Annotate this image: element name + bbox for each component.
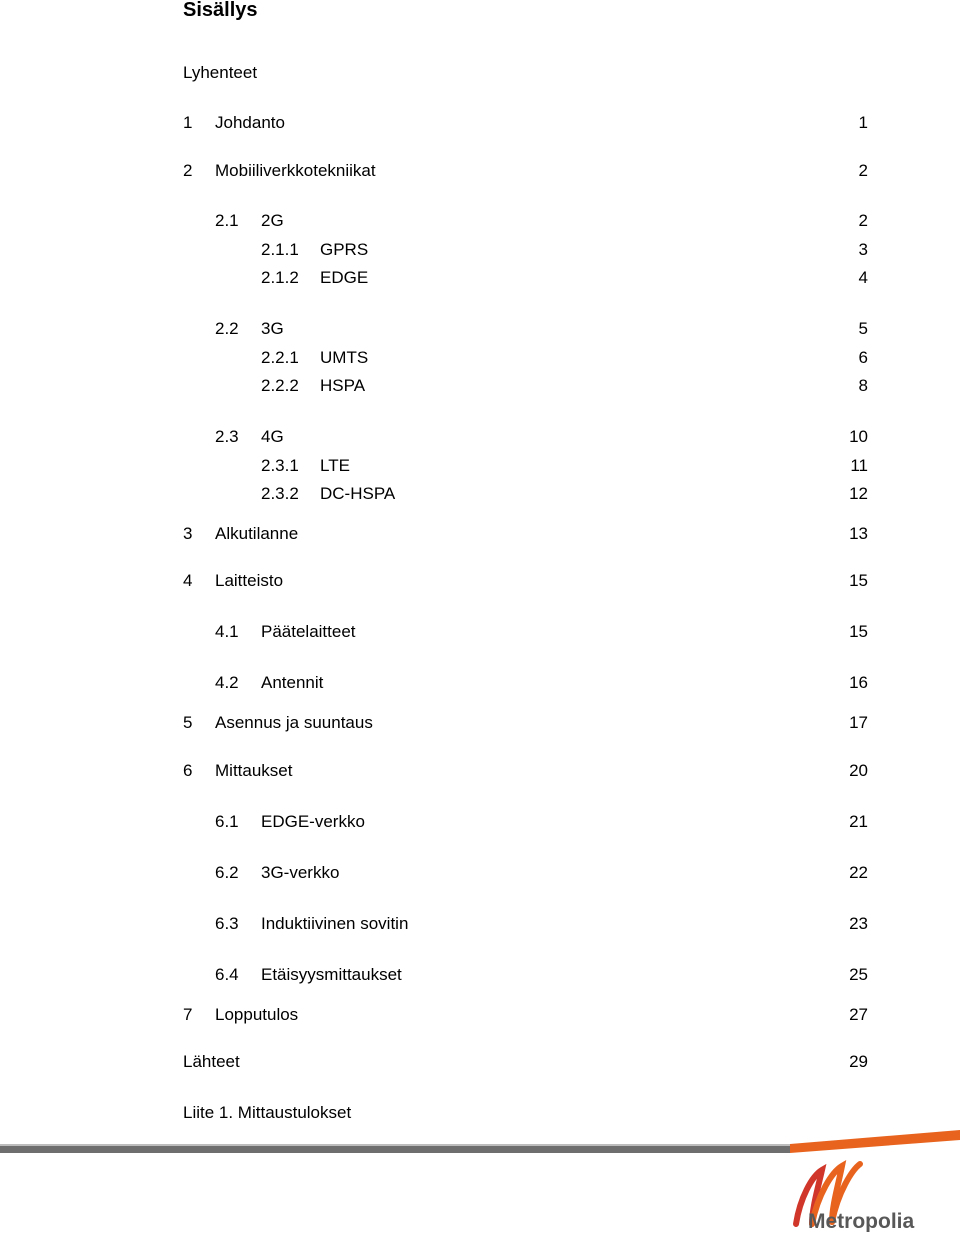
- toc-entry-page: 27: [849, 1005, 868, 1024]
- toc-entry-label: UMTS: [320, 348, 369, 367]
- toc-entry-label: EDGE: [320, 268, 369, 287]
- toc-entry-2-3-2[interactable]: [0, 483, 960, 505]
- toc-entry-label: 2G: [261, 211, 284, 230]
- toc-entry-number: 2.1: [215, 211, 239, 230]
- toc-entry-page: 12: [849, 484, 868, 503]
- toc-entry-6-1[interactable]: [0, 811, 960, 833]
- toc-entry-page: 15: [849, 622, 868, 641]
- toc-entry-number: 4.2: [215, 673, 239, 692]
- footer-band: [0, 1128, 960, 1232]
- toc-entry-page: 1: [858, 113, 868, 132]
- toc-entry-2[interactable]: [0, 160, 960, 182]
- toc-entry-number: 6.3: [215, 914, 239, 933]
- toc-entry-label: 3G: [261, 319, 284, 338]
- toc-entry-5[interactable]: [0, 712, 960, 734]
- toc-entry-page: 29: [849, 1052, 868, 1071]
- page-title: Sisällys: [183, 0, 258, 21]
- toc-entry-3[interactable]: [0, 523, 960, 545]
- toc-entry-page: 10: [849, 427, 868, 446]
- toc-entry-2-2[interactable]: [0, 318, 960, 340]
- toc-entry-page: 17: [849, 713, 868, 732]
- toc-entry-page: 22: [849, 863, 868, 882]
- toc-entry-label: Lähteet: [183, 1052, 240, 1071]
- toc-entry-label: Etäisyysmittaukset: [261, 965, 402, 984]
- toc-entry-number: 2.3.1: [261, 456, 299, 475]
- toc-entry-number: 4: [183, 571, 193, 590]
- toc-entry-page: 2: [858, 161, 868, 180]
- toc-entry-label: Induktiivinen sovitin: [261, 914, 409, 933]
- toc-entry-lyhenteet[interactable]: [0, 62, 960, 84]
- toc-entry-page: 2: [858, 211, 868, 230]
- toc-entry-1[interactable]: [0, 112, 960, 134]
- toc-entry-2-2-2[interactable]: [0, 375, 960, 397]
- footer-stripe-dark: [0, 1146, 790, 1153]
- toc-entry-page: 21: [849, 812, 868, 831]
- toc-entry-label: Liite 1. Mittaustulokset: [183, 1103, 352, 1122]
- toc-entry-number: 2: [183, 161, 193, 180]
- toc-entry-page: 15: [849, 571, 868, 590]
- toc-entry-lahteet[interactable]: [0, 1051, 960, 1073]
- toc-entry-4[interactable]: [0, 570, 960, 592]
- toc-entry-4-2[interactable]: [0, 672, 960, 694]
- toc-entry-2-3-1[interactable]: [0, 455, 960, 477]
- toc-entry-label: Asennus ja suuntaus: [215, 713, 373, 732]
- toc-entry-label: DC-HSPA: [320, 484, 396, 503]
- toc-entry-2-3[interactable]: [0, 426, 960, 448]
- toc-entry-page: 20: [849, 761, 868, 780]
- toc-entry-number: 2.2.2: [261, 376, 299, 395]
- toc-entry-label: Lopputulos: [215, 1005, 299, 1024]
- toc-entry-page: 23: [849, 914, 868, 933]
- toc-entry-page: 5: [858, 319, 868, 338]
- toc-entry-label: 3G-verkko: [261, 863, 340, 882]
- toc-entry-label: Antennit: [261, 673, 324, 692]
- toc-entry-number: 2.2.1: [261, 348, 299, 367]
- footer-stripe: [0, 1130, 960, 1153]
- toc-entry-label: Alkutilanne: [215, 524, 299, 543]
- toc-entry-liite-1[interactable]: [0, 1102, 960, 1124]
- logo-wordmark: Metropolia: [808, 1210, 915, 1232]
- toc-entry-number: 2.3.2: [261, 484, 299, 503]
- toc-entry-4-1[interactable]: [0, 621, 960, 643]
- toc-entry-number: 3: [183, 524, 193, 543]
- toc-entry-page: 6: [858, 348, 868, 367]
- toc-entry-label: Johdanto: [215, 113, 285, 132]
- toc-entry-page: 11: [850, 456, 868, 475]
- toc-entry-number: 1: [183, 113, 193, 132]
- footer-stripe-accent: [790, 1130, 960, 1153]
- toc-entry-label: HSPA: [320, 376, 366, 395]
- toc-entry-label: Laitteisto: [215, 571, 284, 590]
- toc-entry-page: 25: [849, 965, 868, 984]
- toc-entry-label: Mittaukset: [215, 761, 293, 780]
- toc-entry-label: GPRS: [320, 240, 369, 259]
- toc-entry-number: 2.2: [215, 319, 239, 338]
- toc-entry-number: 6.2: [215, 863, 239, 882]
- footer-stripe-light: [0, 1144, 790, 1146]
- toc-entry-page: 4: [858, 268, 868, 287]
- toc-entry-label: Päätelaitteet: [261, 622, 356, 641]
- toc-entry-page: 8: [858, 376, 868, 395]
- toc-entry-page: 13: [849, 524, 868, 543]
- toc-entry-label: 4G: [261, 427, 284, 446]
- toc-entry-number: 2.3: [215, 427, 239, 446]
- toc-entry-2-2-1[interactable]: [0, 347, 960, 369]
- toc-entry-2-1-1[interactable]: [0, 239, 960, 261]
- toc-entry-2-1-2[interactable]: [0, 267, 960, 289]
- toc-entry-number: 6: [183, 761, 193, 780]
- toc-entry-6-2[interactable]: [0, 862, 960, 884]
- toc-entry-2-1[interactable]: [0, 210, 960, 232]
- toc-entry-label: Mobiiliverkkotekniikat: [215, 161, 376, 180]
- toc-entry-label: Lyhenteet: [183, 63, 258, 82]
- toc-entry-number: 2.1.1: [261, 240, 299, 259]
- toc-entry-7[interactable]: [0, 1004, 960, 1026]
- toc-entry-number: 7: [183, 1005, 193, 1024]
- toc-entry-number: 6.4: [215, 965, 239, 984]
- toc-entry-6[interactable]: [0, 760, 960, 782]
- toc-entry-label: EDGE-verkko: [261, 812, 365, 831]
- toc-entry-label: LTE: [320, 456, 350, 475]
- toc-entry-6-4[interactable]: [0, 964, 960, 986]
- toc-entry-page: 16: [849, 673, 868, 692]
- toc-entry-number: 5: [183, 713, 193, 732]
- toc-entry-number: 2.1.2: [261, 268, 299, 287]
- toc-entry-6-3[interactable]: [0, 913, 960, 935]
- toc-entry-page: 3: [858, 240, 868, 259]
- toc-entry-number: 4.1: [215, 622, 239, 641]
- toc-entry-number: 6.1: [215, 812, 239, 831]
